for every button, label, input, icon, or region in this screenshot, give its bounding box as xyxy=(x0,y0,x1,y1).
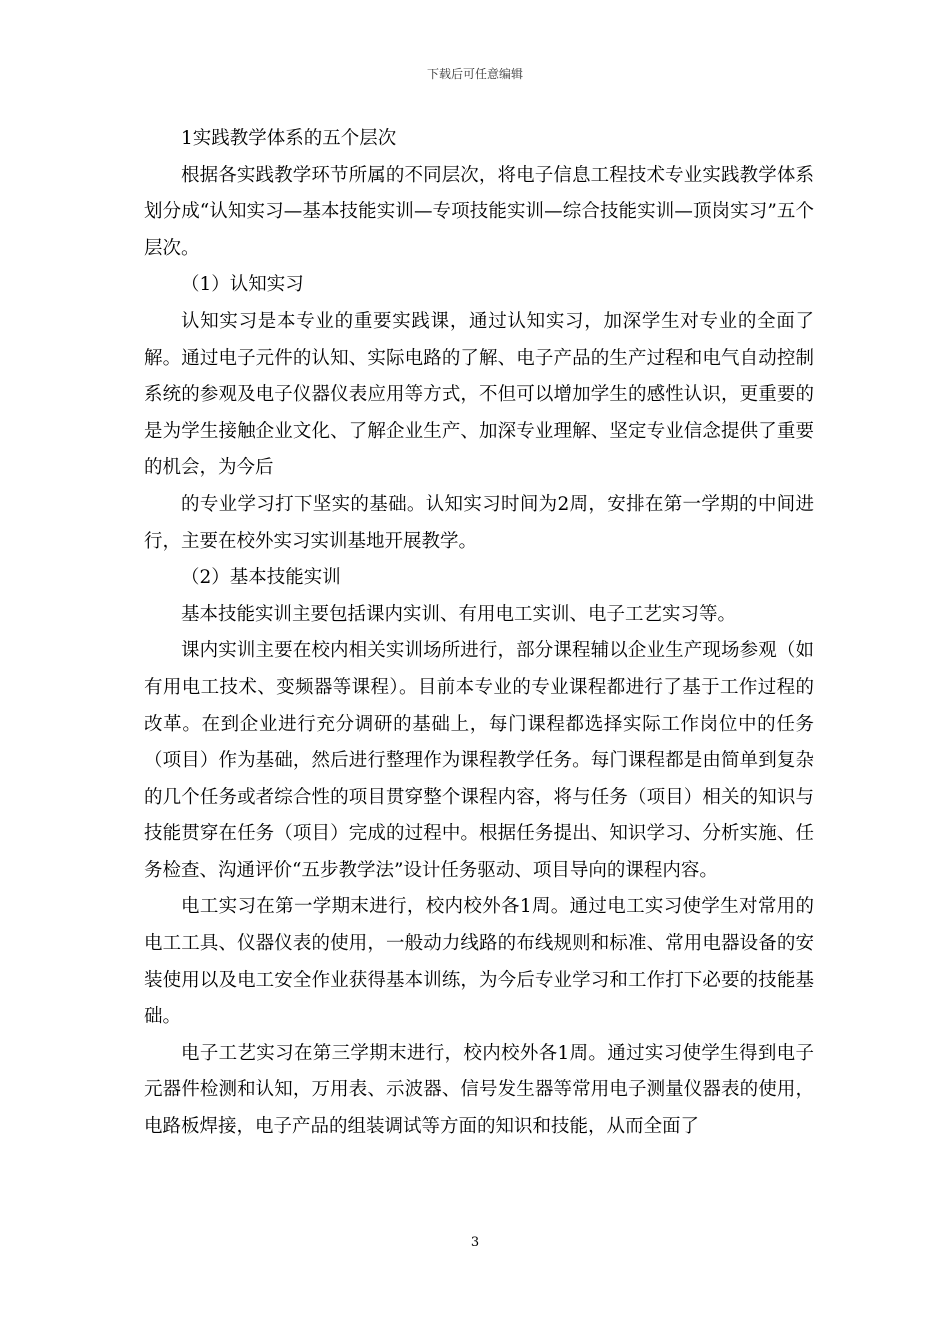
paragraph: 的专业学习打下坚实的基础。认知实习时间为2周，安排在第一学期的中间进行，主要在校外实习实训基地开展教学。 xyxy=(144,493,814,552)
paragraph: 基本技能实训主要包括课内实训、有用电工实训、电子工艺实习等。 xyxy=(181,603,737,625)
subsection-heading-basic-skills: （2）基本技能实训 xyxy=(181,567,341,589)
page-header: 下载后可任意编辑 xyxy=(426,67,523,81)
paragraph: 课内实训主要在校内相关实训场所进行，部分课程辅以企业生产现场参观（如有用电工技术、变频器等课程）。目前本专业的专业课程都进行了基于工作过程的改革。在到企业进行充分调研的基础上，每门课程都选择实际工作岗位中的任务（项目）作为基础，然后进行整理作为课程教学任务。每门课程都是由简单到复杂的几个任务或者综合性的项目贯穿整个课程内容，将与任务（项目）相关的知识与技能贯穿在任务（项目）完成的过程中。根据任务提出、知识学习、分析实施、任务检查、沟通评价“五步教学法”设计任务驱动、项目导向的课程内容。 xyxy=(144,640,814,881)
paragraph: 电子工艺实习在第三学期末进行，校内校外各1周。通过实习使学生得到电子元器件检测和认知，万用表、示波器、信号发生器等常用电子测量仪器表的使用，电路板焊接，电子产品的组装调试等方面的知识和技能，从而全面了 xyxy=(144,1042,814,1138)
paragraph: 根据各实践教学环节所属的不同层次，将电子信息工程技术专业实践教学体系划分成“认知实习—基本技能实训—专项技能实训—综合技能实训—顶岗实习”五个层次。 xyxy=(144,164,814,259)
section-heading: 1实践教学体系的五个层次 xyxy=(181,128,397,149)
subsection-heading-cognitive-internship: （1）认知实习 xyxy=(181,274,304,296)
body-text xyxy=(144,121,814,1146)
paragraph: 认知实习是本专业的重要实践课，通过认知实习，加深学生对专业的全面了解。通过电子元件的认知、实际电路的了解、电子产品的生产过程和电气自动控制系统的参观及电子仪器仪表应用等方式，不但可以增加学生的感性认识，更重要的是为学生接触企业文化、了解企业生产、加深专业理解、坚定专业信念提供了重要的机会，为今后 xyxy=(144,310,814,479)
paragraph: 电工实习在第一学期末进行，校内校外各1周。通过电工实习使学生对常用的电工工具、仪器仪表的使用，一般动力线路的布线规则和标准、常用电器设备的安装使用以及电工安全作业获得基本训练，为今后专业学习和工作打下必要的技能基础。 xyxy=(144,896,814,1028)
page-number: 3 xyxy=(470,1235,480,1250)
